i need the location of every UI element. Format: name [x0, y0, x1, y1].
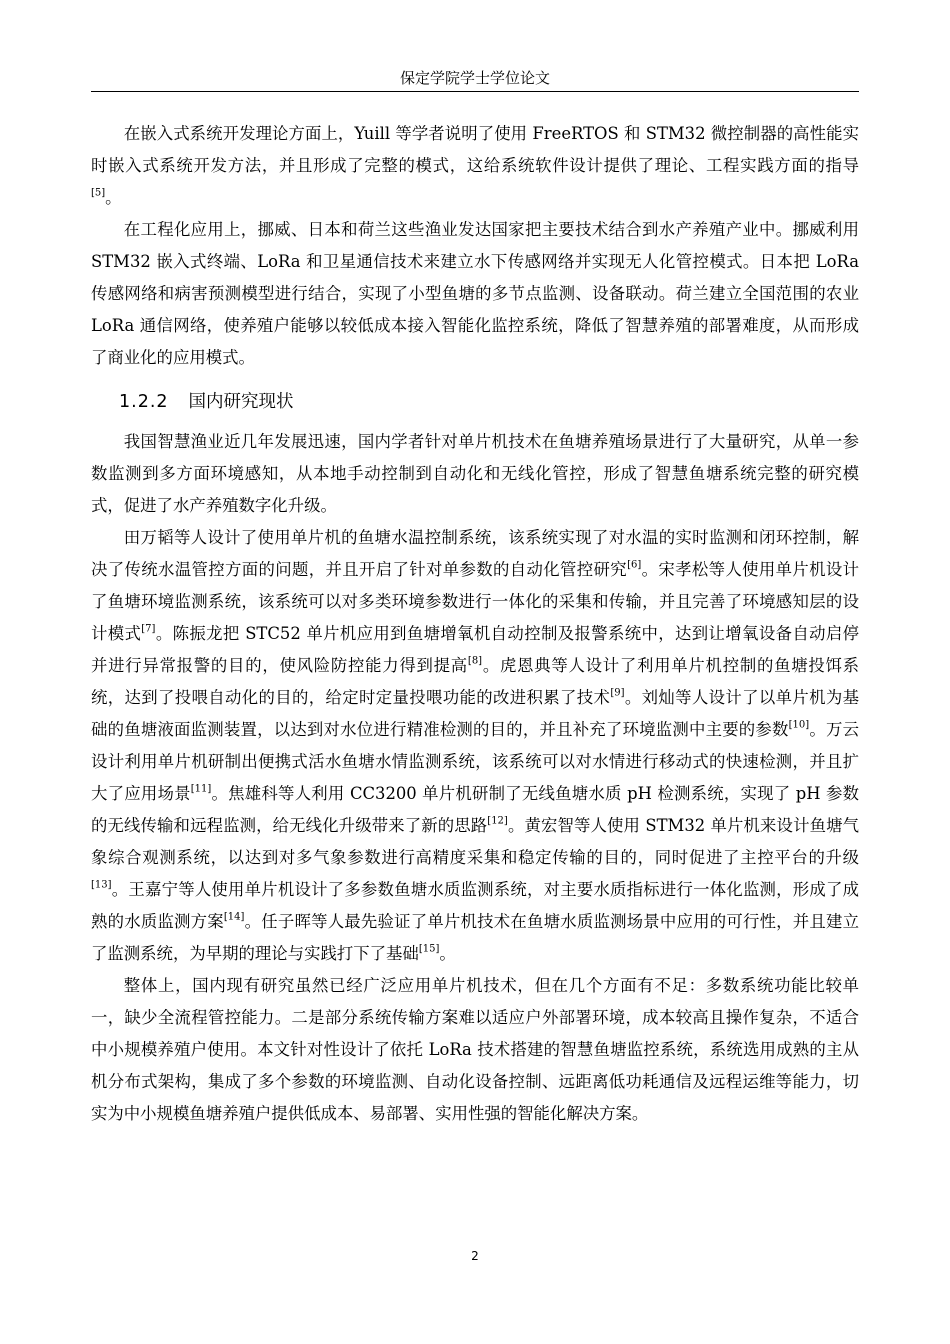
page-body	[91, 118, 859, 1130]
text-run: 。王嘉宁等人使用单片机设计了多参数鱼塘水质监测系统，对主要水质指标进行一体化监测，形成了成熟的水质监测方案	[91, 880, 859, 931]
text-run: 田万韬等人设计了使用单片机的鱼塘水温控制系统，该系统实现了对水温的实时监测和闭环控制，解决了传统水温管控方面的问题，并且开启了针对单参数的自动化管控研究	[91, 528, 859, 579]
text-run: 。万云设计利用单片机研制出便携式活水鱼塘水情监测系统，该系统可以对水情进行移动式的快速检测，并且扩大了应用场景	[91, 720, 860, 803]
text-run: 在嵌入式系统开发理论方面上，Yuill 等学者说明了使用 FreeRTOS 和 STM32 微控制器的高性能实时嵌入式系统开发方法，并且形成了完整的模式，这给系统软件设计提供了理论、工程实践方面的指导	[91, 124, 859, 175]
citation-marker: [15]	[418, 943, 440, 955]
citation-marker: [14]	[223, 911, 245, 923]
section-title: 国内研究现状	[188, 392, 294, 412]
citation-marker: [8]	[467, 655, 483, 667]
paragraph-group-top	[91, 118, 859, 374]
body-paragraph	[91, 118, 859, 214]
section-heading	[91, 386, 859, 418]
body-paragraph	[91, 970, 859, 1130]
citation-marker: [7]	[141, 623, 156, 635]
page-number: 2	[471, 1249, 479, 1263]
text-run: 。陈振龙把 STC52 单片机应用到鱼塘增氧机自动控制及报警系统中，达到让增氧设备自动启停并进行异常报警的目的，使风险防控能力得到提高	[91, 624, 859, 675]
text-run: 。宋孝松等人使用单片机设计了鱼塘环境监测系统，该系统可以对多类环境参数进行一体化的采集和传输，并且完善了环境感知层的设计模式	[91, 560, 860, 643]
running-header: 保定学院学士学位论文	[399, 69, 550, 87]
text-run: 。虎恩典等人设计了利用单片机控制的鱼塘投饵系统，达到了投喂自动化的目的，给定时定量投喂功能的改进积累了技术	[91, 656, 860, 707]
citation-marker: [12]	[487, 815, 508, 827]
body-paragraph	[91, 214, 859, 374]
section-number: 1.2.2	[119, 392, 169, 412]
citation-marker: [10]	[788, 719, 810, 731]
citation-marker: [11]	[190, 783, 212, 795]
citation-marker: [6]	[627, 559, 642, 571]
text-run: 整体上，国内现有研究虽然已经广泛应用单片机技术，但在几个方面有不足：多数系统功能比较单一，缺少全流程管控能力。二是部分系统传输方案难以适应户外部署环境，成本较高且操作复杂，不适合中小规模养殖户使用。本文针对性设计了依托 LoRa 技术搭建的智慧鱼塘监控系统，系统选用成熟的主从机分布式架构，集成了多个参数的环境监测、自动化设备控制、远距离低功耗通信及远程运维等能力，切实为中小规模鱼塘养殖户提供低成本、易部署、实用性强的智能化解决方案。	[91, 976, 859, 1123]
citation-marker: [5]	[91, 187, 106, 199]
text-run: 在工程化应用上，挪威、日本和荷兰这些渔业发达国家把主要技术结合到水产养殖产业中。挪威利用 STM32 嵌入式终端、LoRa 和卫星通信技术来建立水下传感网络并实现无人化管控模式。日本把 LoRa 传感网络和病害预测模型进行结合，实现了小型鱼塘的多节点监测、设备联动。荷兰建立全国范围的农业 LoRa 通信网络，使养殖户能够以较低成本接入智能化监控系统，降低了智慧养殖的部署难度，从而形成了商业化的应用模式。	[91, 220, 859, 367]
text-run: 。	[105, 188, 122, 207]
text-run: 。黄宏智等人使用 STM32 单片机来设计鱼塘气象综合观测系统，以达到对多气象参数进行高精度采集和稳定传输的目的，同时促进了主控平台的升级	[91, 816, 859, 867]
text-run: 。	[439, 944, 456, 963]
header-rule	[91, 91, 859, 92]
body-paragraph	[91, 522, 859, 970]
citation-marker: [13]	[91, 879, 112, 891]
text-run: 。任子晖等人最先验证了单片机技术在鱼塘水质监测场景中应用的可行性，并且建立了监测系统，为早期的理论与实践打下了基础	[91, 912, 860, 963]
citation-marker: [9]	[610, 687, 625, 699]
text-run: 我国智慧渔业近几年发展迅速，国内学者针对单片机技术在鱼塘养殖场景进行了大量研究，从单一参数监测到多方面环境感知，从本地手动控制到自动化和无线化管控，形成了智慧鱼塘系统完整的研究模式，促进了水产养殖数字化升级。	[91, 432, 859, 515]
text-run: 。刘灿等人设计了以单片机为基础的鱼塘液面监测装置，以达到对水位进行精准检测的目的，并且补充了环境监测中主要的参数	[91, 688, 860, 739]
paragraph-group-bottom	[91, 426, 859, 1130]
text-run: 。焦雄科等人利用 CC3200 单片机研制了无线鱼塘水质 pH 检测系统，实现了 pH 参数的无线传输和远程监测，给无线化升级带来了新的思路	[91, 784, 859, 835]
body-paragraph	[91, 426, 859, 522]
